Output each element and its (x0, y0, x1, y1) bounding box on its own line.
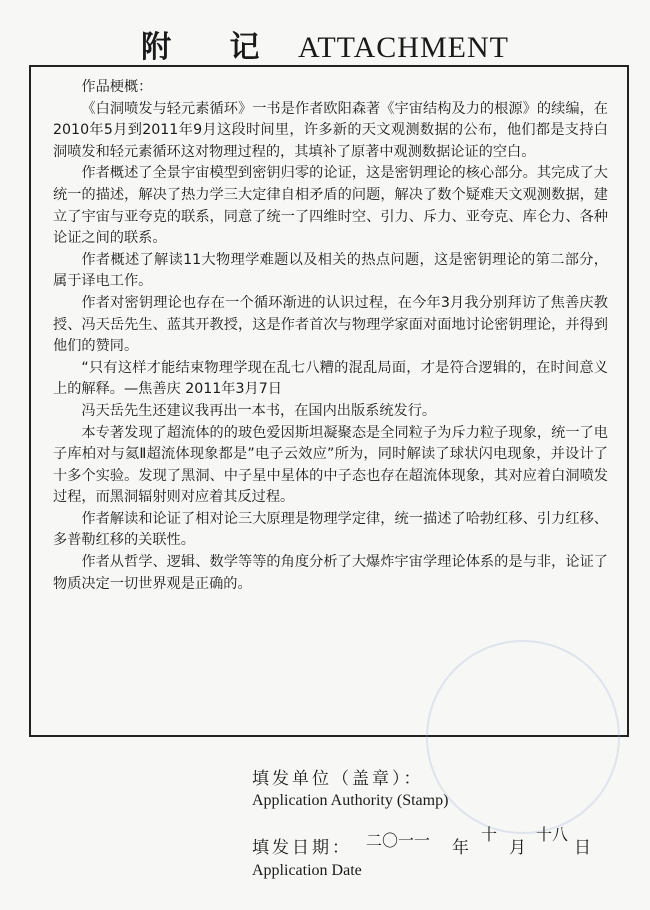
title-en: ATTACHMENT (298, 31, 509, 64)
date-month-unit: 月 (509, 838, 529, 858)
faint-stamp-seal (426, 640, 620, 834)
content-frame (29, 65, 629, 737)
page-title (0, 22, 650, 66)
date-label-en: Application Date (252, 862, 362, 879)
paragraph: 作者概述了解读11大物理学难题以及相关的热点问题，这是密钥理论的第二部分，属于译电工作。 (53, 251, 608, 290)
title-zh: 附 记 (141, 30, 284, 65)
paragraph: 作者概述了全景宇宙模型到密钥归零的论证，这是密钥理论的核心部分。其完成了大统一的描述，解决了热力学三大定律自相矛盾的问题，解决了数个疑难天文观测数据，建立了宇宙与亚夸克的联系，同意了统一了四维时空、引力、斥力、亚夸克、库仑力、各种论证之间的联系。 (53, 165, 608, 247)
date-day-unit: 日 (574, 838, 594, 858)
paragraph: 作者解读和论证了相对论三大原理是物理学定律，统一描述了哈勃红移、引力红移、多普勒红移的关联性。 (53, 510, 608, 549)
paragraph: 《白洞喷发与轻元素循环》一书是作者欧阳森著《宇宙结构及力的根源》的续编，在2010年5月到2011年9月这段时间里，许多新的天文观测数据的公布，他们都是支持白洞喷发和轻元素循环这对物理过程的，其填补了原著中观测数据论证的空白。 (53, 100, 608, 160)
paragraph: 冯天岳先生还建议我再出一本书，在国内出版系统发行。 (81, 402, 437, 419)
authority-label-zh: 填发单位（盖章）： (252, 769, 424, 789)
paragraph: 本专著发现了超流体的的玻色爱因斯坦凝聚态是全同粒子为斥力粒子现象，统一了电子库柏对与氦Ⅱ超流体现象都是”电子云效应”所为，同时解读了球状闪电现象，并设计了十多个实验。发现了黑洞、中子星中星体的中子态也存在超流体现象，其对应着白洞喷发过程，而黑洞辐射则对应着其反过程。 (53, 424, 608, 506)
date-month-value: 十 (481, 825, 498, 844)
date-year-value: 二〇一一 (366, 831, 431, 850)
section-heading: 作品梗概： (81, 79, 153, 95)
authority-label-en: Application Authority (Stamp) (252, 792, 449, 809)
date-label-zh: 填发日期： (252, 838, 352, 858)
content-body (53, 77, 608, 595)
paragraph: 作者从哲学、逻辑、数学等等的角度分析了大爆炸宇宙学理论体系的是与非，论证了物质决定一切世界观是正确的。 (53, 554, 608, 592)
paragraph: 作者对密钥理论也存在一个循环渐进的认识过程，在今年3月我分别拜访了焦善庆教授、冯天岳先生、蓝其开教授，这是作者首次与物理学家面对面地讨论密钥理论，并得到他们的赞同。 (53, 294, 608, 355)
date-day-value: 十八 (536, 825, 569, 844)
paragraph: “只有这样才能结束物理学现在乱七八糟的混乱局面，才是符合逻辑的，在时间意义上的解释。—焦善庆 2011年3月7日 (53, 359, 608, 398)
date-year-unit: 年 (452, 838, 472, 858)
